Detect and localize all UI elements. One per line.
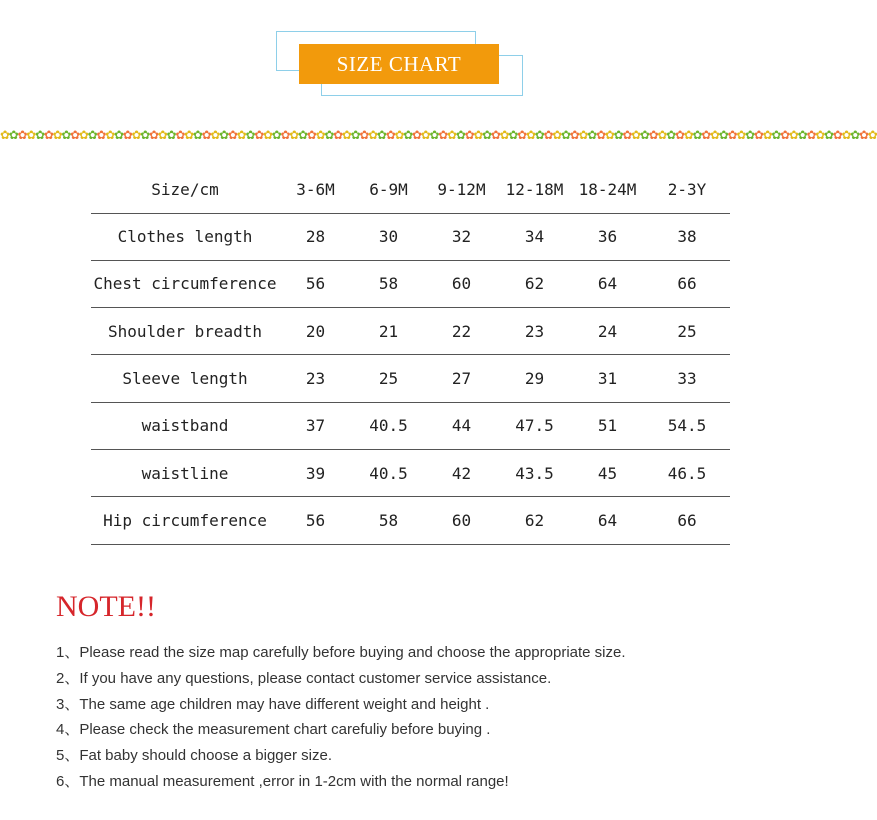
table-cell: 37	[279, 402, 352, 449]
flower-icon: ✿	[674, 128, 684, 142]
flower-icon: ✿	[464, 128, 474, 142]
flower-icon: ✿	[534, 128, 544, 142]
flower-icon: ✿	[306, 128, 316, 142]
flower-icon: ✿	[411, 128, 421, 142]
table-cell: 25	[352, 355, 425, 402]
flower-icon: ✿	[262, 128, 272, 142]
flower-icon: ✿	[806, 128, 816, 142]
flower-icon: ✿	[543, 128, 553, 142]
flower-icon: ✿	[508, 128, 518, 142]
flower-icon: ✿	[420, 128, 430, 142]
flower-icon: ✿	[192, 128, 202, 142]
flower-icon: ✿	[254, 128, 263, 142]
table-cell: 40.5	[352, 402, 425, 449]
size-table	[91, 166, 730, 545]
table-cell: 62	[498, 260, 571, 307]
flower-icon: ✿	[289, 128, 299, 142]
row-label: Sleeve length	[91, 355, 279, 402]
note-item: 4、Please check the measurement chart carefuliy before buying .	[56, 721, 491, 739]
flower-icon: ✿	[403, 128, 412, 142]
note-title: NOTE!!	[56, 590, 156, 623]
flower-icon: ✿	[517, 128, 526, 142]
note-list	[56, 643, 626, 798]
table-cell: 47.5	[498, 402, 571, 449]
size-chart-title	[299, 44, 499, 84]
table-header-row	[91, 166, 730, 213]
table-cell: 24	[571, 308, 644, 355]
flower-icon: ✿	[631, 128, 640, 142]
table-cell: 60	[425, 497, 498, 544]
table-cell: 36	[571, 213, 644, 260]
table-cell: 64	[571, 260, 644, 307]
table-cell: 20	[279, 308, 352, 355]
flower-icon: ✿	[43, 128, 53, 142]
flower-icon: ✿	[841, 128, 851, 142]
table-cell: 64	[571, 497, 644, 544]
flower-icon: ✿	[52, 128, 62, 142]
flower-icon: ✿	[762, 128, 772, 142]
flower-icon: ✿	[8, 128, 18, 142]
row-label: Clothes length	[91, 213, 279, 260]
flower-icon: ✿	[166, 128, 176, 142]
flower-icon: ✿	[859, 128, 868, 142]
flower-icon: ✿	[271, 128, 281, 142]
flower-icon: ✿	[210, 128, 220, 142]
flower-icon: ✿	[184, 128, 193, 142]
header-cell: 2-3Y	[644, 166, 730, 213]
flower-icon: ✿	[236, 128, 246, 142]
table-cell: 66	[644, 497, 730, 544]
flower-icon: ✿	[596, 128, 605, 142]
flower-icon: ✿	[131, 128, 141, 142]
table-cell: 66	[644, 260, 730, 307]
table-cell: 54.5	[644, 402, 730, 449]
flower-icon: ✿	[385, 128, 395, 142]
note-item: 5、Fat baby should choose a bigger size.	[56, 747, 332, 765]
header-cell: Size/cm	[91, 166, 279, 213]
flower-icon: ✿	[718, 128, 728, 142]
flower-icon: ✿	[745, 128, 754, 142]
flower-icon: ✿	[648, 128, 658, 142]
flower-icon: ✿	[447, 128, 456, 142]
flower-icon: ✿	[657, 128, 667, 142]
flower-icon: ✿	[26, 128, 36, 142]
table-cell: 25	[644, 308, 730, 355]
table-cell: 22	[425, 308, 498, 355]
note-item: 1、Please read the size map carefully before buying and choose the appropriate size.	[56, 644, 626, 661]
flower-icon: ✿	[0, 128, 9, 142]
table-cell: 43.5	[498, 449, 571, 496]
flower-icon: ✿	[157, 128, 167, 142]
table-cell: 60	[425, 260, 498, 307]
flower-icon: ✿	[753, 128, 763, 142]
row-label: waistline	[91, 449, 279, 496]
flower-icon: ✿	[569, 128, 579, 142]
table-cell: 51	[571, 402, 644, 449]
table-cell: 28	[279, 213, 352, 260]
table-cell: 21	[352, 308, 425, 355]
flower-icon: ✿	[96, 128, 106, 142]
flower-icon: ✿	[692, 128, 702, 142]
flower-icon: ✿	[490, 128, 500, 142]
flower-icon: ✿	[17, 128, 27, 142]
table-cell: 46.5	[644, 449, 730, 496]
table-cell: 39	[279, 449, 352, 496]
flower-icon: ✿	[788, 128, 798, 142]
flower-icon: ✿	[70, 128, 79, 142]
header-cell: 18-24M	[571, 166, 644, 213]
table-cell: 30	[352, 213, 425, 260]
flower-icon: ✿	[227, 128, 237, 142]
flower-icon: ✿	[815, 128, 824, 142]
table-row	[91, 402, 730, 449]
flower-icon: ✿	[350, 128, 360, 142]
header-cell: 6-9M	[352, 166, 425, 213]
flower-icon: ✿	[298, 128, 307, 142]
table-cell: 33	[644, 355, 730, 402]
flower-icon: ✿	[850, 128, 860, 142]
flower-icon: ✿	[149, 128, 158, 142]
flower-icon: ✿	[701, 128, 711, 142]
flower-icon: ✿	[438, 128, 448, 142]
note-item: 2、If you have any questions, please contact customer service assistance.	[56, 669, 552, 687]
header-cell: 3-6M	[279, 166, 352, 213]
table-cell: 62	[498, 497, 571, 544]
table-row	[91, 449, 730, 496]
table-cell: 34	[498, 213, 571, 260]
flower-icon: ✿	[604, 128, 614, 142]
flower-icon: ✿	[473, 128, 483, 142]
flower-icon: ✿	[376, 128, 386, 142]
flower-icon: ✿	[552, 128, 561, 142]
table-row	[91, 308, 730, 355]
flower-icon: ✿	[622, 128, 632, 142]
flower-icon: ✿	[87, 128, 97, 142]
flower-icon: ✿	[280, 128, 290, 142]
flower-icon: ✿	[35, 128, 44, 142]
flower-icon: ✿	[455, 128, 465, 142]
table-cell: 40.5	[352, 449, 425, 496]
table-cell: 58	[352, 497, 425, 544]
flower-icon: ✿	[578, 128, 588, 142]
table-cell: 23	[498, 308, 571, 355]
flower-icon: ✿	[823, 128, 833, 142]
flower-icon: ✿	[780, 128, 789, 142]
table-cell: 38	[644, 213, 730, 260]
flower-icon: ✿	[727, 128, 737, 142]
row-label: Shoulder breadth	[91, 308, 279, 355]
table-cell: 31	[571, 355, 644, 402]
table-row	[91, 355, 730, 402]
flower-icon: ✿	[639, 128, 649, 142]
flower-icon: ✿	[175, 128, 185, 142]
flower-icon: ✿	[683, 128, 693, 142]
flower-icon: ✿	[61, 128, 71, 142]
flower-icon: ✿	[333, 128, 342, 142]
flower-icon: ✿	[324, 128, 334, 142]
flower-icon: ✿	[341, 128, 351, 142]
note-item: 6、The manual measurement ,error in 1-2cm with the normal range!	[56, 772, 509, 790]
flower-icon: ✿	[359, 128, 369, 142]
table-cell: 32	[425, 213, 498, 260]
row-label: Chest circumference	[91, 260, 279, 307]
flower-icon: ✿	[219, 128, 228, 142]
flower-icon: ✿	[429, 128, 439, 142]
table-row	[91, 213, 730, 260]
flower-icon: ✿	[482, 128, 491, 142]
flower-icon: ✿	[105, 128, 114, 142]
flower-icon: ✿	[587, 128, 597, 142]
flower-icon: ✿	[122, 128, 132, 142]
flower-icon: ✿	[315, 128, 325, 142]
flower-icon: ✿	[771, 128, 781, 142]
table-cell: 56	[279, 497, 352, 544]
note-item: 3、The same age children may have different weight and height .	[56, 695, 490, 713]
size-chart-title-text: SIZE CHART	[336, 51, 462, 76]
header-cell: 12-18M	[498, 166, 571, 213]
flower-icon: ✿	[867, 128, 877, 142]
row-label: waistband	[91, 402, 279, 449]
flower-icon: ✿	[525, 128, 535, 142]
flower-icon: ✿	[78, 128, 88, 142]
flower-icon: ✿	[832, 128, 842, 142]
flower-icon: ✿	[666, 128, 675, 142]
flower-icon: ✿	[561, 128, 570, 142]
table-cell: 27	[425, 355, 498, 402]
table-cell: 29	[498, 355, 571, 402]
flower-icon: ✿	[613, 128, 623, 142]
row-label: Hip circumference	[91, 497, 279, 544]
table-cell: 23	[279, 355, 352, 402]
flower-icon: ✿	[797, 128, 807, 142]
flower-icon: ✿	[245, 128, 255, 142]
flower-icon: ✿	[140, 128, 150, 142]
flower-icon: ✿	[368, 128, 377, 142]
flower-icon: ✿	[201, 128, 211, 142]
table-cell: 58	[352, 260, 425, 307]
table-row	[91, 260, 730, 307]
table-cell: 45	[571, 449, 644, 496]
flower-icon: ✿	[710, 128, 719, 142]
header-cell: 9-12M	[425, 166, 498, 213]
table-cell: 42	[425, 449, 498, 496]
flower-icon: ✿	[113, 128, 123, 142]
table-cell: 56	[279, 260, 352, 307]
flower-icon: ✿	[499, 128, 509, 142]
flower-icon: ✿	[394, 128, 404, 142]
table-cell: 44	[425, 402, 498, 449]
flower-border	[0, 128, 877, 142]
flower-icon: ✿	[736, 128, 746, 142]
table-row	[91, 497, 730, 544]
